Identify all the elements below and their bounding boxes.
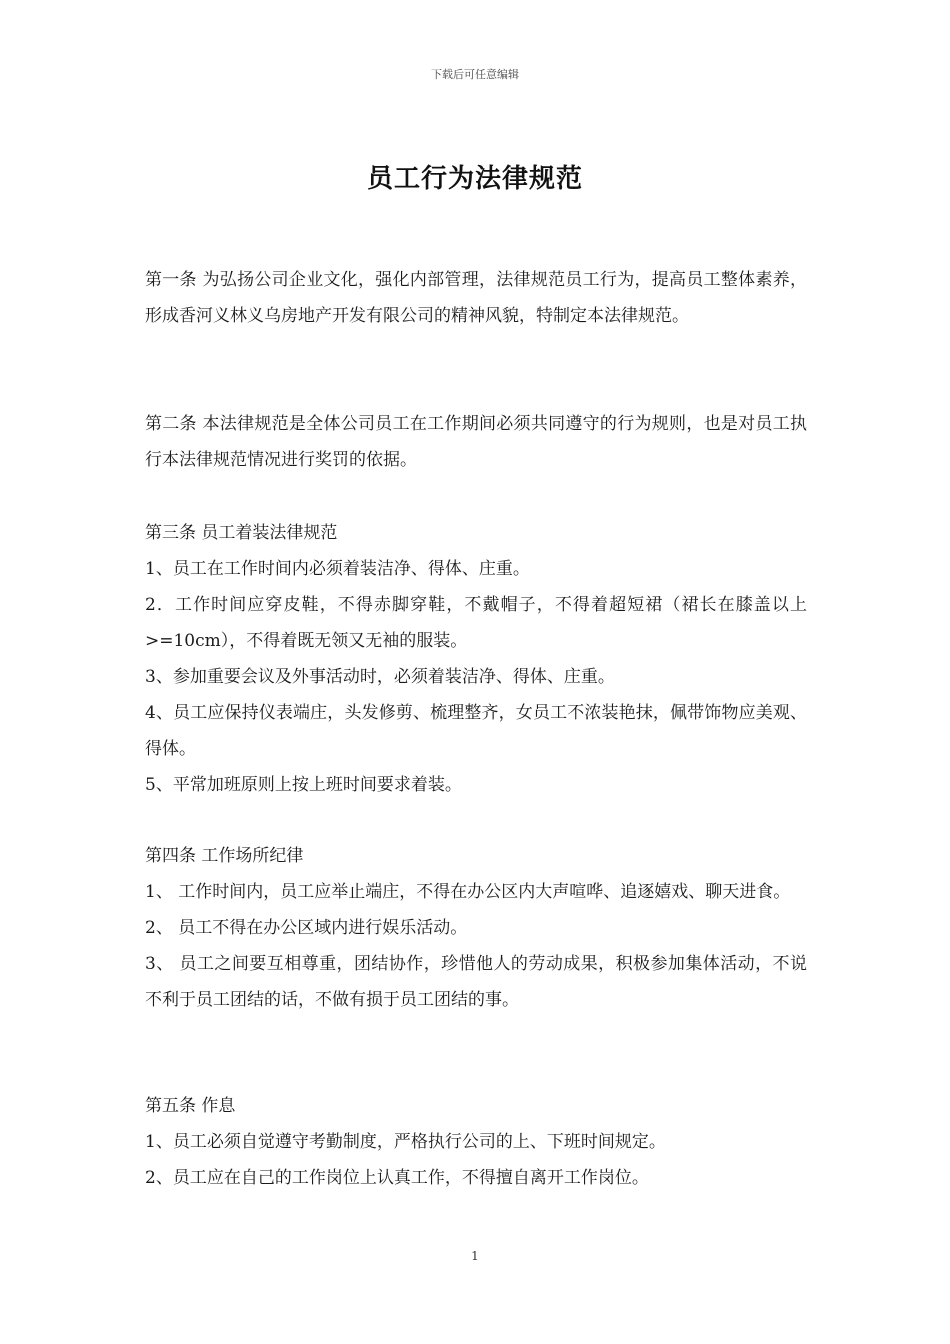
article-4 (145, 838, 807, 1018)
article-3-item: 2．工作时间应穿皮鞋，不得赤脚穿鞋，不戴帽子，不得着超短裙（裙长在膝盖以上>=10cm），不得着既无领又无袖的服装。 (145, 595, 807, 651)
page-number: 1 (471, 1249, 479, 1263)
article-5 (145, 1088, 807, 1196)
article-3 (145, 515, 807, 803)
article-1 (145, 262, 807, 334)
article-3-heading: 第三条 员工着装法律规范 (145, 523, 338, 543)
article-2 (145, 406, 807, 478)
article-3-item: 1、员工在工作时间内必须着装洁净、得体、庄重。 (145, 559, 530, 579)
article-4-item: 3、 员工之间要互相尊重，团结协作，珍惜他人的劳动成果，积极参加集体活动，不说不利于员工团结的话，不做有损于员工团结的事。 (145, 954, 807, 1010)
article-3-item: 3、参加重要会议及外事活动时，必须着装洁净、得体、庄重。 (145, 667, 615, 687)
article-1-text: 第一条 为弘扬公司企业文化，强化内部管理，法律规范员工行为，提高员工整体素养，形成香河义林义乌房地产开发有限公司的精神风貌，特制定本法律规范。 (145, 270, 807, 326)
header-note: 下载后可任意编辑 (431, 68, 519, 81)
article-4-heading: 第四条 工作场所纪律 (145, 846, 304, 866)
article-2-text: 第二条 本法律规范是全体公司员工在工作期间必须共同遵守的行为规则，也是对员工执行本法律规范情况进行奖罚的依据。 (145, 414, 807, 470)
article-3-item: 4、员工应保持仪表端庄，头发修剪、梳理整齐，女员工不浓装艳抹，佩带饰物应美观、得体。 (145, 703, 807, 759)
article-3-item: 5、平常加班原则上按上班时间要求着装。 (145, 775, 462, 795)
document-title: 员工行为法律规范 (366, 164, 583, 194)
article-5-item: 2、员工应在自己的工作岗位上认真工作，不得擅自离开工作岗位。 (145, 1168, 649, 1188)
article-4-item: 1、 工作时间内，员工应举止端庄，不得在办公区内大声喧哗、追逐嬉戏、聊天进食。 (145, 882, 791, 902)
article-5-item: 1、员工必须自觉遵守考勤制度，严格执行公司的上、下班时间规定。 (145, 1132, 666, 1152)
article-4-item: 2、 员工不得在办公区域内进行娱乐活动。 (145, 918, 468, 938)
article-5-heading: 第五条 作息 (145, 1096, 236, 1116)
